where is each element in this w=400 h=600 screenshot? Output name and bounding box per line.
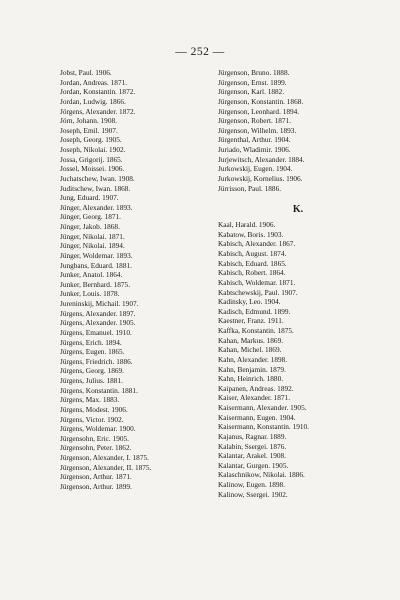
register-entry: Jürgenson, Leonhard. 1894. [218,106,300,116]
register-entry: Kahan, Michel. 1869. [218,345,282,355]
register-entry: Jürgens, Emanuel. 1910. [60,327,132,337]
register-entry: Kahn, Heinrich. 1880. [218,374,284,384]
register-entry: Jordan, Ludwig. 1866. [60,96,126,106]
register-entry: Kadisch, Edmund. 1899. [218,306,291,316]
register-entry: Kahn, Alexander. 1898. [218,354,288,364]
register-entry: Jürgenson, Ernst. 1899. [218,77,287,87]
register-entry: Jürgens, Julius. 1881. [60,376,123,385]
register-entry: Kalinow, Ssergei. 1902. [218,489,288,499]
register-entry: Junker, Bernhard. 1875. [60,279,131,289]
register-entry: Jürgenson, Bruno. 1888. [218,68,290,77]
register-entry: Jürgens, Alexander. 1897. [60,308,136,318]
register-entry: Kabisch, Alexander. 1867. [218,239,296,249]
register-entry: Jürgens, Alexander. 1905. [60,318,136,328]
register-entry: Kalantar, Arakel. 1908. [218,451,286,461]
register-entry: Joseph, Nikolai. 1902. [60,145,126,154]
page-number: — 252 — [175,46,225,58]
register-entry: Jünger, Georg. 1871. [60,212,121,222]
register-entry: Jürgens, Max. 1883. [60,395,120,405]
register-entry: Jörn, Johann. 1908. [60,116,117,126]
register-entry: Kaisermann, Konstantin. 1910. [218,422,309,432]
register-entry: Jürgens, Konstantin. 1881. [60,385,138,395]
register-entry: Jürgens, Woldemar. 1900. [60,424,136,434]
register-entry: Kaisermann, Alexander. 1905. [218,403,307,412]
register-entry: Jordan, Konstantin. 1872. [60,87,136,97]
register-entry: Kahan, Markus. 1869. [218,335,284,345]
register-entry: Kaipanen, Andreas. 1892. [218,383,294,393]
register-entry: Jürgens, Friedrich. 1886. [60,356,133,366]
register-entry: Kaffka, Konstantin. 1875. [218,326,294,335]
register-entry: Kaal, Harald. 1906. [218,220,276,230]
register-entry: Jossel, Moissei. 1906. [60,164,125,174]
register-entry: Jossa, Grigorij. 1865. [60,154,123,164]
register-entry: Jürgens, Erich. 1894. [60,337,122,347]
right-column-j-entries [218,68,368,193]
register-entry: Jürgens, Georg. 1869. [60,366,124,376]
register-entry: Jürgenson, Wilhelm. 1893. [218,125,297,135]
register-entry: Juditschew, Iwan. 1868. [60,183,131,193]
right-column-k-entries [218,220,368,499]
register-entry: Junker, Anatol. 1864. [60,270,123,280]
register-entry: Kabisch, Eduard. 1865. [218,258,287,268]
register-entry: Kalantar, Gurgen. 1905. [218,460,289,470]
register-entry: Joseph, Georg. 1905. [60,135,122,145]
register-entry: Jürgensohn, Eric. 1905. [60,433,129,443]
register-entry: Jung, Eduard. 1907. [60,193,119,203]
register-entry: Kabisch, August. 1874. [218,249,287,258]
register-entry: Jünger, Jakob. 1868. [60,222,120,231]
register-entry: Kalaschnikow, Nikolai. 1886. [218,470,305,480]
register-entry: Kalinow, Eugen. 1898. [218,480,286,489]
register-entry: Kalabin, Ssergei. 1876. [218,441,287,451]
register-entry: Jürgenthal, Arthur. 1904. [218,135,291,145]
register-entry: Kaestner, Franz. 1911. [218,316,284,326]
register-entry: Jurjewitsch, Alexander. 1884. [218,154,305,164]
left-column [60,68,210,492]
register-entry: Kadinsky, Leo. 1904. [218,297,281,307]
register-entry: Junker, Louis. 1878. [60,289,120,299]
register-entry: Jobst, Paul. 1906. [60,68,112,77]
right-column [218,68,368,499]
register-entry: Juriado, Wladimir. 1906. [218,145,291,154]
register-entry: Kabisch, Robert. 1864. [218,268,286,278]
register-entry: Jürgenson, Konstantin. 1868. [218,96,304,106]
register-entry: Jurkowskij, Eugen. 1904. [218,164,293,174]
register-entry: Kahn, Benjamin. 1879. [218,364,286,374]
register-entry: Jürrisson, Paul. 1886. [218,183,282,193]
register-entry: Jürgenson, Arthur. 1899. [60,481,132,491]
register-entry: Kajanus, Ragnar. 1889. [218,431,287,441]
register-entry: Jureninskij, Michail. 1907. [60,299,139,308]
register-entry: Jünger, Nikolai. 1894. [60,241,125,251]
register-entry: Jordan, Andreas. 1871. [60,77,128,87]
register-entry: Jürgenson, Arthur. 1871. [60,472,132,482]
register-entry: Joseph, Emil. 1907. [60,125,118,135]
register-entry: Kaisermann, Eugen. 1904. [218,412,296,422]
register-entry: Jurkowskij, Kornelius. 1906. [218,173,303,183]
register-entry: Jünger, Alexander. 1893. [60,202,133,212]
register-entry: Kaiser, Alexander. 1871. [218,393,291,403]
register-entry: Juchatschew, Iwan. 1908. [60,173,135,183]
register-entry: Jürgenson, Robert. 1871. [218,116,292,126]
register-entry: Jürgensohn, Peter. 1862. [60,443,132,453]
register-entry: Jürgenson, Karl. 1882. [218,87,285,97]
register-entry: Jürgens, Victor. 1902. [60,414,124,424]
register-entry: Jünger, Nikolai. 1871. [60,231,125,241]
register-entry: Jungbans, Eduard. 1881. [60,260,132,270]
register-entry: Jünger, Woldemar. 1893. [60,250,133,260]
register-entry: Jürgens, Modest. 1906. [60,404,128,414]
register-entry: Kabisch, Woldemar. 1871. [218,277,296,287]
register-entry: Jörgens, Alexander. 1872. [60,106,136,116]
register-entry: Jürgens, Eugen. 1865. [60,347,125,357]
register-entry: Kabtschewskij, Paul. 1907. [218,287,298,297]
register-entry: Jürgenson, Alexander, II. 1875. [60,462,152,472]
register-entry: Jürgenson, Alexander, I. 1875. [60,453,149,462]
section-heading-k: K. [292,204,304,216]
register-entry: Kabatow, Boris. 1903. [218,229,284,239]
